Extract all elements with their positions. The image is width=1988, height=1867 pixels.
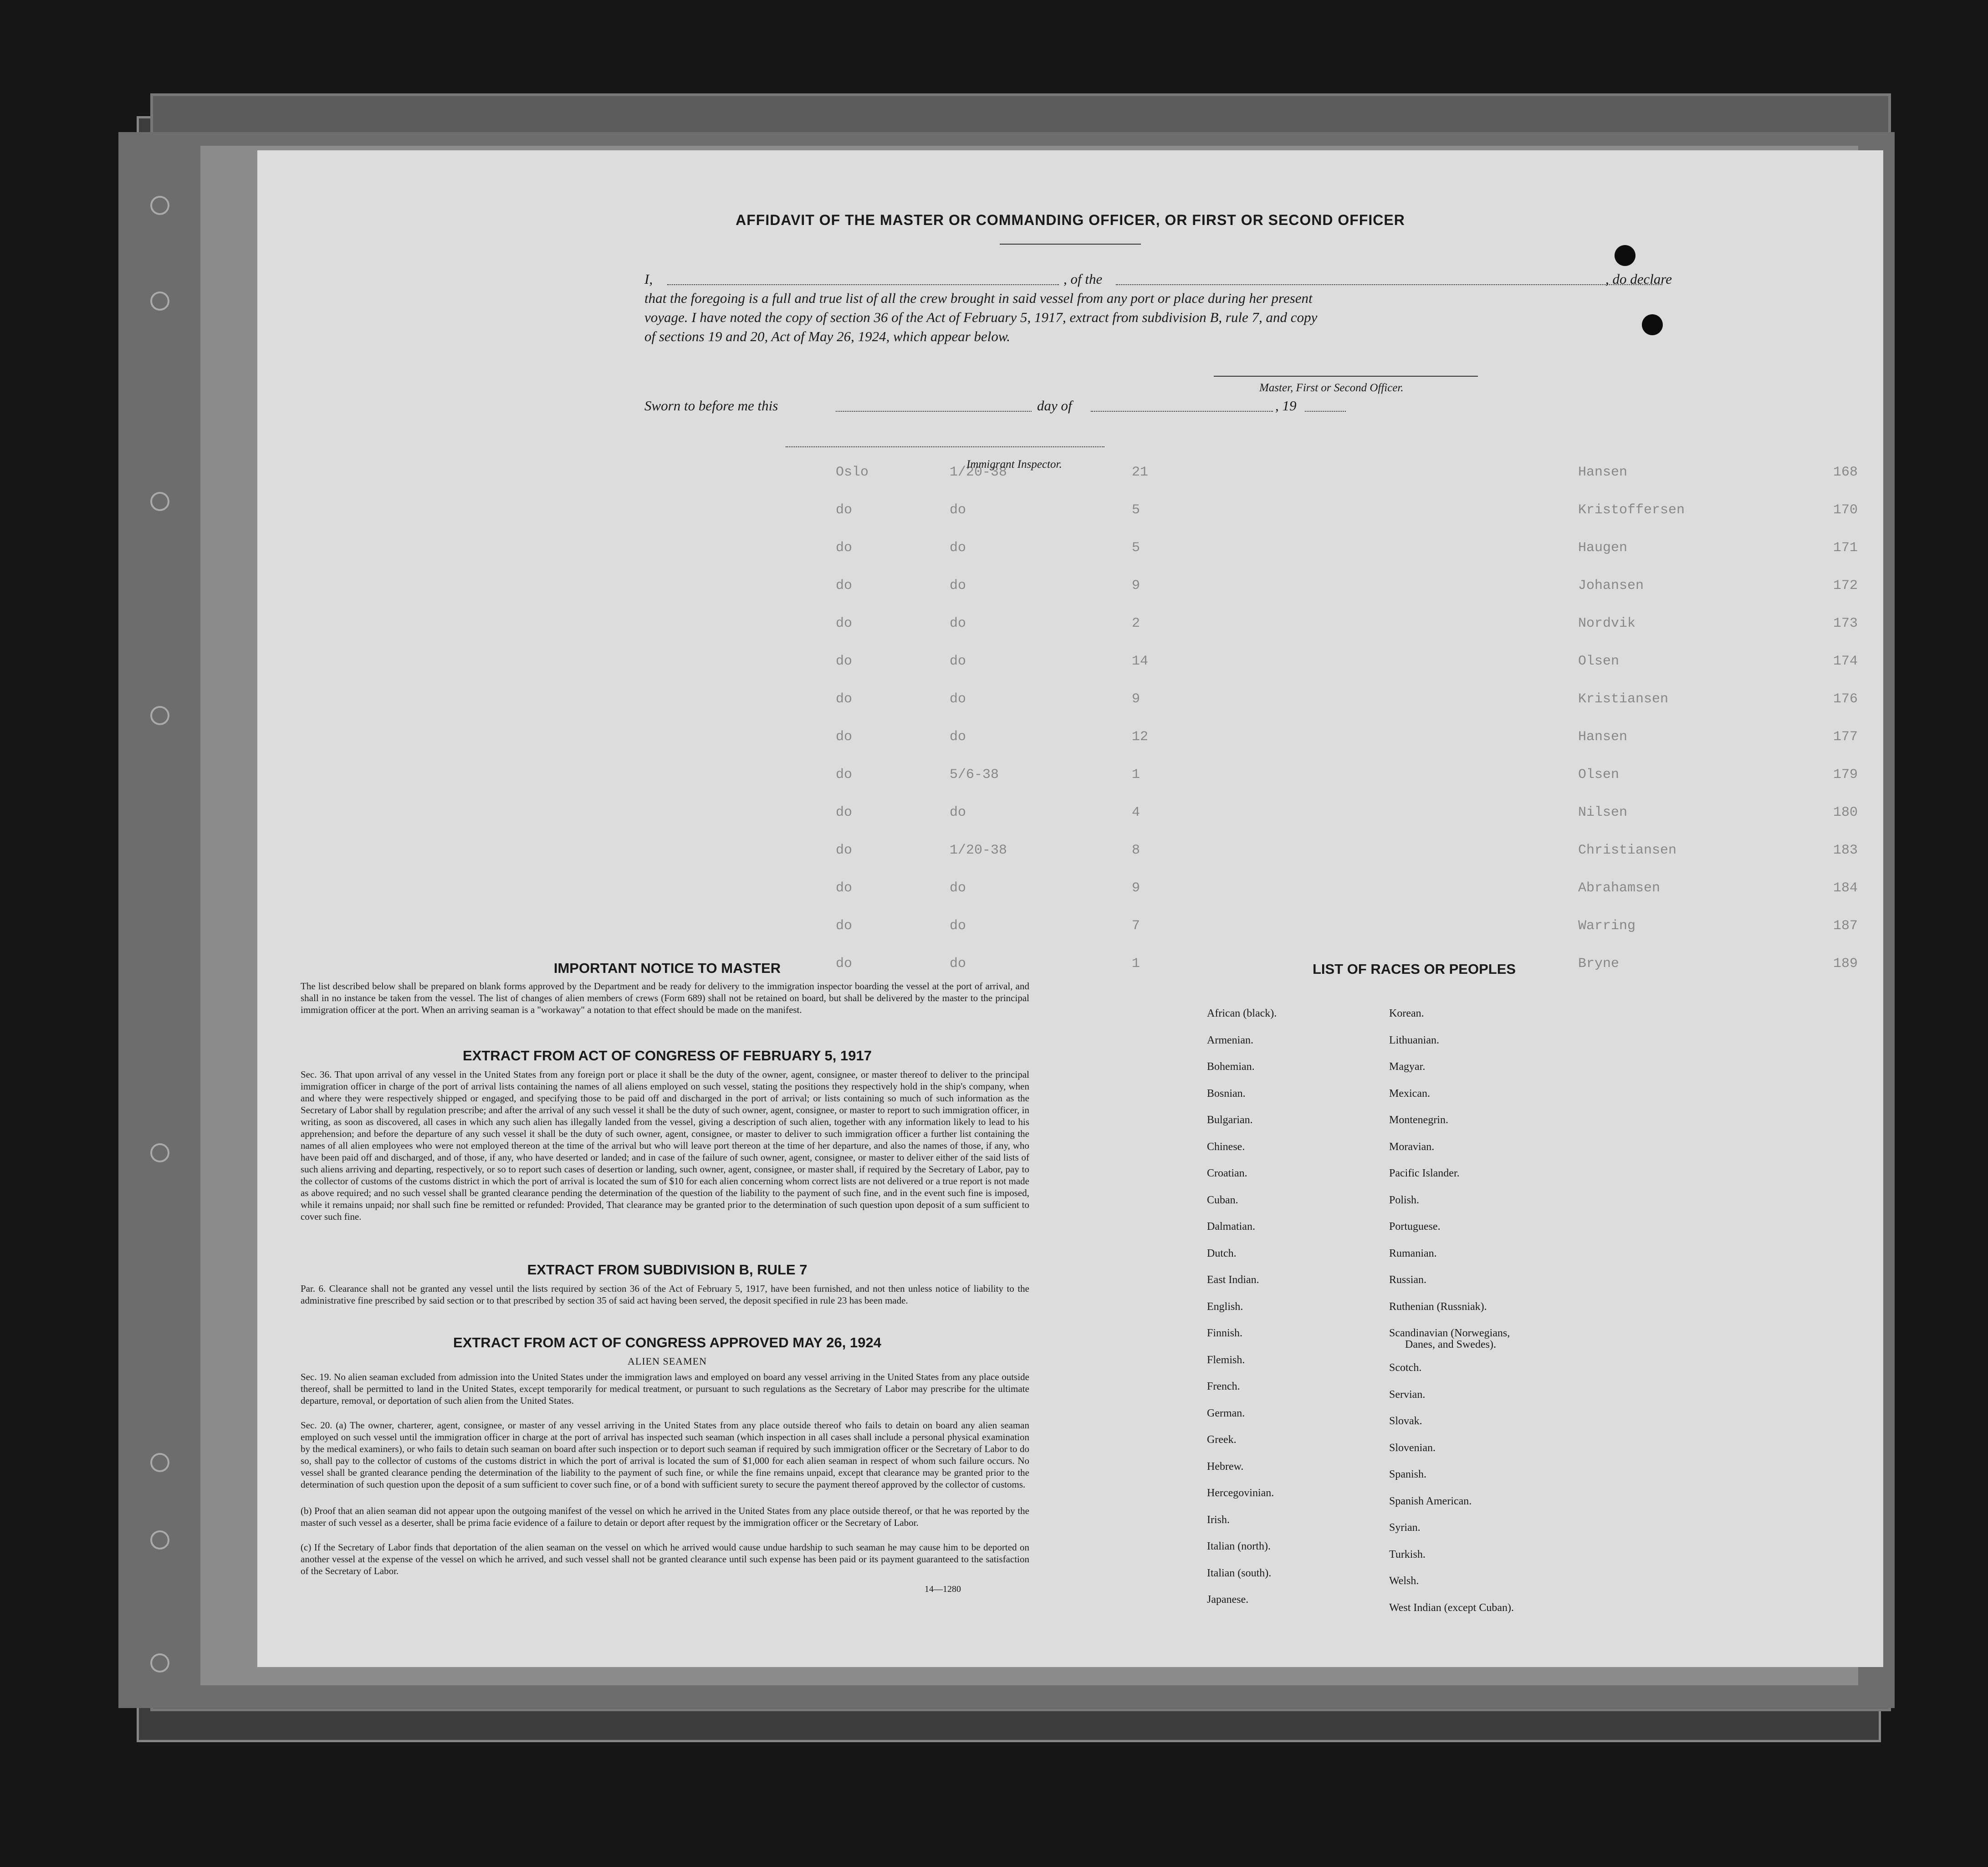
vessel-blank[interactable] xyxy=(1116,284,1662,285)
race-item: Pacific Islander. xyxy=(1389,1167,1460,1179)
ghost-cell: do xyxy=(836,880,853,896)
race-item: Welsh. xyxy=(1389,1575,1419,1587)
ghost-cell: 187 xyxy=(1833,918,1858,934)
race-item: Korean. xyxy=(1389,1008,1424,1019)
ghost-cell: do xyxy=(950,578,966,593)
race-item: Flemish. xyxy=(1207,1354,1245,1366)
race-item: Bulgarian. xyxy=(1207,1114,1253,1126)
ghost-cell: 173 xyxy=(1833,616,1858,631)
ghost-cell: Kristoffersen xyxy=(1578,502,1685,518)
ghost-cell: do xyxy=(836,616,853,631)
ghost-cell: 189 xyxy=(1833,956,1858,972)
ghost-cell: do xyxy=(950,805,966,820)
ghost-cell: 2 xyxy=(1132,616,1140,631)
race-item: English. xyxy=(1207,1300,1243,1313)
race-item: Italian (south). xyxy=(1207,1567,1272,1579)
ghost-cell: do xyxy=(836,578,853,593)
race-item: Syrian. xyxy=(1389,1522,1421,1534)
ghost-cell: Olsen xyxy=(1578,654,1620,669)
ghost-cell: 4 xyxy=(1132,805,1140,820)
race-item: Bohemian. xyxy=(1207,1061,1255,1073)
inspector-caption: Immigrant Inspector. xyxy=(966,458,1062,471)
ghost-cell: 1 xyxy=(1132,956,1140,972)
race-item: Scotch. xyxy=(1389,1362,1422,1374)
ghost-cell: 171 xyxy=(1833,540,1858,556)
race-item: East Indian. xyxy=(1207,1274,1259,1286)
ghost-cell: do xyxy=(950,880,966,896)
rule xyxy=(1000,244,1141,245)
ghost-cell: do xyxy=(836,767,853,783)
race-item: Turkish. xyxy=(1389,1548,1426,1560)
ghost-cell: do xyxy=(950,540,966,556)
sec20b-body: (b) Proof that an alien seaman did not appear upon the outgoing manifest of the vessel on which he arrived in the United States from any place outside thereof, or that he was reported by the master of such vessel as a deserter, shall be prima facie evidence of a failure to detain or deport after request by the immigration officer or the Secretary of Labor. xyxy=(301,1505,1029,1528)
ghost-cell: 172 xyxy=(1833,578,1858,593)
ghost-row xyxy=(257,578,1883,601)
binder-holes xyxy=(150,196,169,1699)
ghost-row xyxy=(257,767,1883,790)
year-blank[interactable] xyxy=(1305,411,1346,412)
ghost-cell: Kristiansen xyxy=(1578,691,1669,707)
ghost-cell: 1 xyxy=(1132,767,1140,783)
ghost-cell: do xyxy=(950,691,966,707)
race-item: Spanish. xyxy=(1389,1468,1427,1480)
race-item: Finnish. xyxy=(1207,1327,1243,1339)
ghost-cell: do xyxy=(836,654,853,669)
race-item: Japanese. xyxy=(1207,1594,1249,1606)
notice-title: IMPORTANT NOTICE TO MASTER xyxy=(553,960,781,976)
punch-hole xyxy=(1615,245,1635,266)
race-item: Lithuanian. xyxy=(1389,1034,1439,1046)
sec20a-body: Sec. 20. (a) The owner, charterer, agent, consignee, or master of any vessel arriving in the United States from any place outside thereof who fails to detain on board any alien seaman employed on such vessel until the immigration officer in charge at the port of arrival has inspected such seaman (which inspection in all cases shall include a personal physical examination by the medical examiners), or who fails to detain such seaman on board after such inspection or to deport such seaman if required by such immigration officer or the Secretary of Labor to do so, shall pay to the collector of customs of the customs district in which the port of arrival is located the sum of $1,000 for each alien seaman in respect of whom such failure occurs. No vessel shall be granted clearance pending the determination of the liability to the payment of such fine, or while the fine remains unpaid, except that clearance may be granted prior to the determination of such question upon the deposit of a sum sufficient to cover such fine, or of a bond with sufficient surety to secure the payment thereof approved by the collector of customs. xyxy=(301,1420,1029,1490)
master-signature-line[interactable] xyxy=(1214,376,1478,377)
ghost-cell: do xyxy=(950,616,966,631)
ghost-cell: Warring xyxy=(1578,918,1636,934)
race-item: Portuguese. xyxy=(1389,1221,1441,1233)
ghost-cell: do xyxy=(836,691,853,707)
race-item: Montenegrin. xyxy=(1389,1114,1448,1126)
ghost-row xyxy=(257,805,1883,828)
ghost-cell: do xyxy=(836,729,853,745)
ghost-cell: do xyxy=(950,956,966,972)
ghost-cell: 177 xyxy=(1833,729,1858,745)
ghost-row xyxy=(257,540,1883,563)
inspector-signature-line[interactable] xyxy=(786,446,1104,447)
race-item: Hercegovinian. xyxy=(1207,1487,1274,1499)
race-item: African (black). xyxy=(1207,1008,1277,1019)
ghost-cell: do xyxy=(836,805,853,820)
punch-hole xyxy=(1642,314,1663,335)
race-item: Scandinavian (Norwegians, xyxy=(1389,1327,1510,1339)
ghost-cell: do xyxy=(836,843,853,858)
race-item: Polish. xyxy=(1389,1194,1420,1206)
ghost-cell: 21 xyxy=(1132,465,1149,480)
day-of-label: day of xyxy=(1037,398,1072,414)
ghost-row xyxy=(257,616,1883,639)
ghost-cell: 180 xyxy=(1833,805,1858,820)
ghost-cell: 168 xyxy=(1833,465,1858,480)
ghost-cell: 174 xyxy=(1833,654,1858,669)
ghost-cell: 12 xyxy=(1132,729,1149,745)
affidavit-line-3: voyage. I have noted the copy of section 36 of the Act of February 5, 1917, extract from subdivision B, rule 7, and copy xyxy=(644,309,1318,325)
ghost-cell: 5 xyxy=(1132,540,1140,556)
ghost-cell: do xyxy=(836,540,853,556)
ghost-cell: Bryne xyxy=(1578,956,1620,972)
race-item: Greek. xyxy=(1207,1434,1237,1446)
ghost-row xyxy=(257,918,1883,941)
ghost-cell: Christiansen xyxy=(1578,843,1677,858)
race-item: French. xyxy=(1207,1381,1240,1392)
race-item: Irish. xyxy=(1207,1514,1230,1526)
ghost-cell: Oslo xyxy=(836,465,869,480)
ghost-cell: 8 xyxy=(1132,843,1140,858)
ghost-cell: Hansen xyxy=(1578,465,1628,480)
extract-rule7-body: Par. 6. Clearance shall not be granted any vessel until the lists required by section 36 of the Act of February 5, 1917, have been furnished, and not then unless notice of liability to the administrative fine prescribed by said section or to that prescribed by section 35 of said act having been served, the deposit specified in rule 23 has been made. xyxy=(301,1283,1029,1306)
ghost-cell: 9 xyxy=(1132,578,1140,593)
ghost-cell: 1/20-38 xyxy=(950,465,1007,480)
affidavit-line-4: of sections 19 and 20, Act of May 26, 1924, which appear below. xyxy=(644,328,1011,344)
master-caption: Master, First or Second Officer. xyxy=(1259,382,1404,394)
extract-1917-body: Sec. 36. That upon arrival of any vessel in the United States from any foreign port or place it shall be the duty of the owner, agent, consignee, or master thereof to deliver to the principal immigration officer in charge of the port of arrival lists containing the names of all aliens employed on such vessel, stating the positions they respectively hold in the ship's company, when and where they were respectively shipped or engaged, and specifying those to be paid off and discharged in the port of arrival; or lists containing so much of such information as the Secretary of Labor shall by regulation prescribe; and after the arrival of any such vessel it shall be the duty of such owner, agent, consignee, or master to report to such immigration officer, in writing, as soon as discovered, all cases in which any such alien has illegally landed from the vessel, giving a description of such alien, together with any information likely to lead to his apprehension; and before the departure of any such vessel it shall be the duty of such owner, agent, consignee, or master to deliver to such immigration officer a further list containing the names of all alien employees who were not employed thereon at the time of the arrival but who will leave port thereon at the time of her departure, and also the names of those, if any, who have been paid off and discharged, and of those, if any, who have deserted or landed; and in case of the failure of such owner, agent, consignee, or master to deliver either of the said lists of such aliens arriving and departing, respectively, or so to report such cases of desertion or landing, such owner, agent, consignee, or master shall, if required by the Secretary of Labor, pay to the collector of customs of the customs district in which the port of arrival is located the sum of $10 for each alien concerning whom correct lists are not delivered or a true report is not made as above required; and no such vessel shall be granted clearance pending the determination of the question of the liability to the payment of such fine, and in the event such fine is imposed, while it remains unpaid; nor shall such fine be remitted or refunded: Provided, That clearance may be granted prior to the determination of such question upon deposit of a sum sufficient to cover such fine. xyxy=(301,1069,1029,1222)
ghost-cell: Hansen xyxy=(1578,729,1628,745)
ghost-cell: 184 xyxy=(1833,880,1858,896)
race-item: Bosnian. xyxy=(1207,1087,1246,1100)
ghost-cell: 1/20-38 xyxy=(950,843,1007,858)
ghost-cell: Abrahamsen xyxy=(1578,880,1661,896)
ghost-cell: do xyxy=(950,918,966,934)
ghost-row xyxy=(257,843,1883,865)
ghost-cell: do xyxy=(950,502,966,518)
race-item: Danes, and Swedes). xyxy=(1405,1339,1496,1350)
race-item: Cuban. xyxy=(1207,1194,1238,1206)
ghost-cell: 183 xyxy=(1833,843,1858,858)
race-item: Moravian. xyxy=(1389,1141,1435,1153)
extract-rule7-title: EXTRACT FROM SUBDIVISION B, RULE 7 xyxy=(527,1262,807,1278)
race-item: Rumanian. xyxy=(1389,1247,1437,1259)
race-item: Servian. xyxy=(1389,1388,1426,1401)
race-item: Chinese. xyxy=(1207,1141,1245,1153)
alien-seamen-subtitle: ALIEN SEAMEN xyxy=(628,1355,707,1367)
race-item: Croatian. xyxy=(1207,1167,1247,1179)
race-item: Mexican. xyxy=(1389,1087,1430,1100)
sec19-body: Sec. 19. No alien seaman excluded from admission into the United States under the immigration laws and employed on board any vessel arriving in the United States from any place outside thereof, shall be permitted to land in the United States, except temporarily for medical treatment, or pursuant to such regulations as the Secretary of Labor may prescribe for the ultimate departure, removal, or deportation of such alien from the United States. xyxy=(301,1371,1029,1406)
ghost-cell: 9 xyxy=(1132,880,1140,896)
race-item: Russian. xyxy=(1389,1274,1427,1286)
ghost-cell: Nilsen xyxy=(1578,805,1628,820)
year-label: , 19 xyxy=(1275,398,1297,414)
ghost-cell: 7 xyxy=(1132,918,1140,934)
ghost-cell: 5 xyxy=(1132,502,1140,518)
name-blank[interactable] xyxy=(667,284,1059,285)
ghost-cell: do xyxy=(836,956,853,972)
ghost-cell: Olsen xyxy=(1578,767,1620,783)
ghost-cell: Haugen xyxy=(1578,540,1628,556)
ghost-row xyxy=(257,880,1883,903)
race-item: Slovenian. xyxy=(1389,1442,1436,1454)
extract-1917-title: EXTRACT FROM ACT OF CONGRESS OF FEBRUARY 5, 1917 xyxy=(463,1048,872,1064)
ghost-cell: 14 xyxy=(1132,654,1149,669)
race-item: Spanish American. xyxy=(1389,1495,1472,1507)
affidavit-i: I, xyxy=(644,271,653,287)
ghost-row xyxy=(257,465,1883,487)
race-item: German. xyxy=(1207,1407,1245,1419)
race-item: Italian (north). xyxy=(1207,1540,1271,1552)
ghost-cell: 170 xyxy=(1833,502,1858,518)
extract-1924-title: EXTRACT FROM ACT OF CONGRESS APPROVED MAY 26, 1924 xyxy=(453,1335,881,1350)
affidavit-line-2: that the foregoing is a full and true list of all the crew brought in said vessel from any port or place during her present xyxy=(644,290,1313,306)
race-item: Armenian. xyxy=(1207,1034,1253,1046)
affidavit-do-declare: , do declare xyxy=(1605,271,1672,287)
race-item: Dalmatian. xyxy=(1207,1221,1255,1233)
form-number: 14—1280 xyxy=(925,1584,961,1594)
ghost-cell: Nordvik xyxy=(1578,616,1636,631)
affidavit-title: AFFIDAVIT OF THE MASTER OR COMMANDING OFFICER, OR FIRST OR SECOND OFFICER xyxy=(736,212,1405,228)
affidavit-of-the: , of the xyxy=(1063,271,1103,287)
ghost-row xyxy=(257,691,1883,714)
ghost-cell: 176 xyxy=(1833,691,1858,707)
race-item: West Indian (except Cuban). xyxy=(1389,1601,1514,1614)
ghost-cell: do xyxy=(836,918,853,934)
races-title: LIST OF RACES OR PEOPLES xyxy=(1312,961,1516,977)
ghost-row xyxy=(257,502,1883,525)
ghost-cell: do xyxy=(836,502,853,518)
ghost-cell: do xyxy=(950,654,966,669)
month-blank[interactable] xyxy=(1091,411,1273,412)
ghost-cell: 9 xyxy=(1132,691,1140,707)
ghost-cell: 179 xyxy=(1833,767,1858,783)
ghost-cell: 5/6-38 xyxy=(950,767,999,783)
sec20c-body: (c) If the Secretary of Labor finds that deportation of the alien seaman on the vessel on which he arrived would cause undue hardship to such seaman he may cause him to be deported on another vessel at the expense of the vessel on which he arrived, and such vessel shall not be granted clearance until such expense has been paid or its payment guaranteed to the satisfaction of the Secretary of Labor. xyxy=(301,1542,1029,1576)
notice-body: The list described below shall be prepared on blank forms approved by the Department and be ready for delivery to the immigration inspector boarding the vessel at the port of arrival, and shall in no instance be taken from the vessel. The list of changes of alien members of crews (Form 689) shall not be retained on board, but shall be delivered by the master to the principal immigration officer at the port. When an arriving seaman is a "workaway" a notation to that effect should be made on the manifest. xyxy=(301,981,1029,1015)
ghost-cell: Johansen xyxy=(1578,578,1644,593)
ghost-cell: do xyxy=(950,729,966,745)
race-item: Slovak. xyxy=(1389,1415,1422,1427)
race-item: Magyar. xyxy=(1389,1061,1426,1073)
sworn-label: Sworn to before me this xyxy=(644,398,778,414)
race-item: Ruthenian (Russniak). xyxy=(1389,1300,1487,1313)
sworn-day-blank[interactable] xyxy=(836,411,1032,412)
manifest-page xyxy=(257,150,1883,1667)
race-item: Dutch. xyxy=(1207,1247,1237,1259)
ghost-row xyxy=(257,729,1883,752)
race-item: Hebrew. xyxy=(1207,1460,1244,1473)
ghost-row xyxy=(257,654,1883,676)
